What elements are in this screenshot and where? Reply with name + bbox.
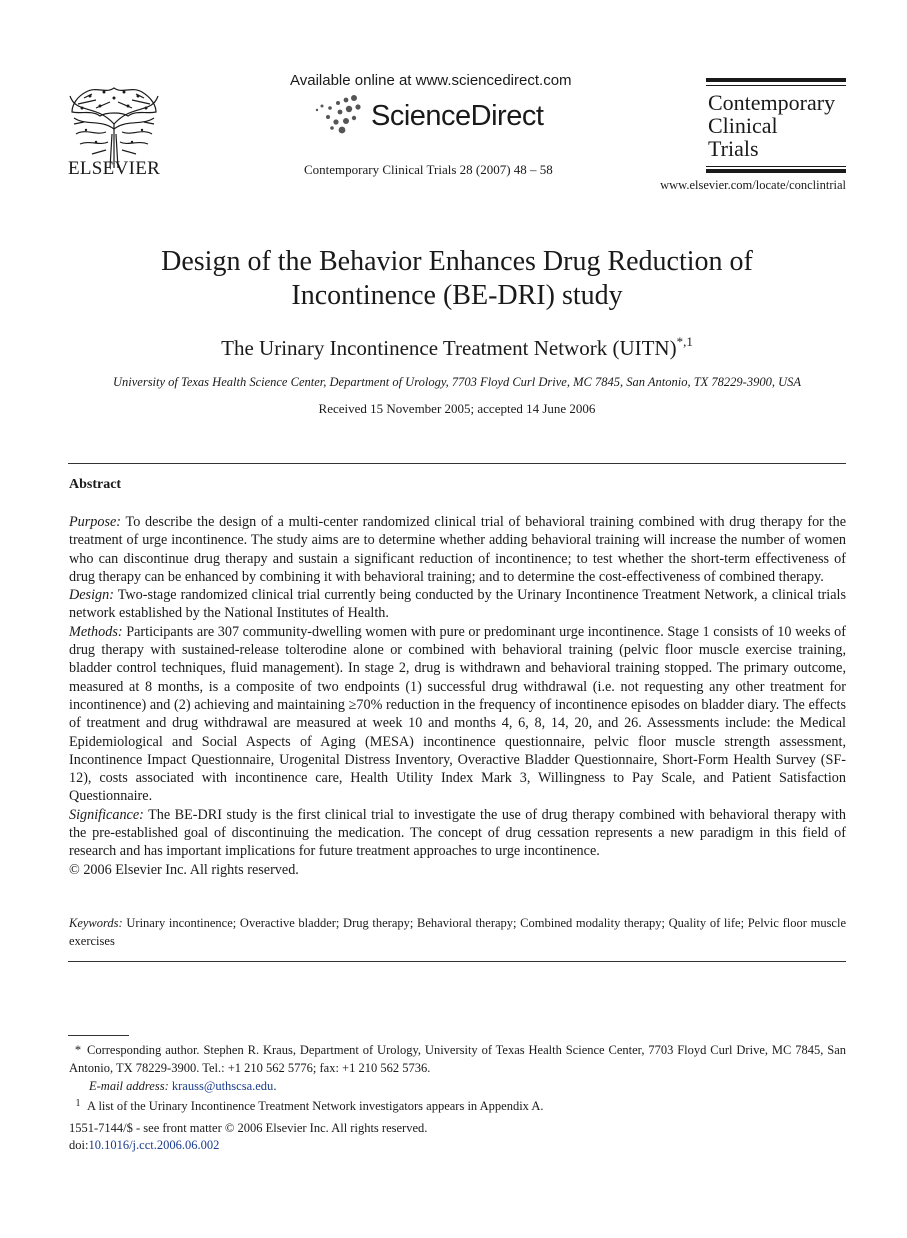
abstract-methods	[69, 623, 846, 806]
email-end: .	[273, 1079, 277, 1093]
abstract-copyright: © 2006 Elsevier Inc. All rights reserved.	[69, 861, 299, 878]
masthead-rule	[706, 78, 846, 82]
abstract-design	[69, 586, 846, 623]
received-dates: Received 15 November 2005; accepted 14 June 2006	[318, 401, 596, 416]
title-line: Incontinence (BE-DRI) study	[291, 280, 623, 311]
issn-line: 1551-7144/$ - see front matter © 2006 Elsevier Inc. All rights reserved.	[69, 1121, 428, 1135]
divider	[68, 463, 846, 464]
methods-label: Methods:	[69, 623, 123, 640]
article-title	[60, 245, 854, 313]
author-name: The Urinary Incontinence Treatment Network (UITN)	[221, 336, 677, 360]
abstract-purpose	[69, 513, 846, 586]
significance-text: The BE-DRI study is the first clinical trial to investigate the use of drug therapy combined with behavioral therapy with the pre-established goal of discontinuing the medication. The concept of drug cessation represents a new paradigm in this field of research and has important implications for future treatment approaches to urge incontinence.	[69, 806, 846, 860]
doi-label: doi:	[69, 1138, 89, 1152]
journal-title-line: Clinical	[708, 113, 778, 138]
purpose-text: To describe the design of a multi-center randomized clinical trial of behavioral training combined with drug therapy for the treatment of urge incontinence. The study aims are to determine whether adding behavioral training will increase the number of women who can discontinue drug therapy and sustain a significant reduction of incontinence; to test whether the short-term effectiveness of drug therapy can be enhanced by combining it with behavioral training; and to determine the cost-effectiveness of combined therapy.	[69, 514, 846, 585]
keywords	[69, 914, 846, 950]
keywords-label: Keywords:	[69, 916, 123, 930]
doi-link[interactable]: 10.1016/j.cct.2006.06.002	[88, 1138, 220, 1152]
methods-text: Participants are 307 community-dwelling women with pure or predominant urge incontinence. Stage 1 consists of 10 weeks of drug therapy with sustained-release tolterodine alone or combined with behavioral training (pelvic floor muscle exercise training, bladder control techniques, fluid management). In stage 2, drug is withdrawn and behavioral training stopped. The primary outcome, measured at 8 months, is a composite of two endpoints (1) successful drug withdrawal (i.e. not requesting any other treatment for incontinence) and (2) achieving and maintaining ≥70% reduction in the frequency of incontinence episodes on bladder diary. The effects of treatment and drug withdrawal are measured at week 10 and months 4, 6, 8, 14, 20, and 26. Assessments include: the Medical Epidemiological and Social Aspects of Aging (MESA) incontinence questionnaire, pelvic floor muscle strength assessment, Incontinence Impact Questionnaire, Urogenital Distress Inventory, Overactive Bladder Questionnaire, Short-Form Health Survey (SF-12), costs associated with incontinence care, Health Utility Index Mark 3, Willingness to Pay Scale, and Patient Satisfaction Questionnaire.	[69, 623, 846, 805]
journal-title-line: Trials	[708, 136, 759, 161]
corresponding-author-text: Corresponding author. Stephen R. Kraus, Department of Urology, University of Texas Health Science Center, 7703 Floyd Curl Drive, MC 7845, San Antonio, TX 78229-3900. Tel.: +1 210 562 5776; fax: +1 210 562 5736.	[69, 1043, 846, 1075]
significance-label: Significance:	[69, 806, 144, 823]
abstract-significance	[69, 806, 846, 861]
abstract-body	[69, 513, 846, 879]
footnote-mark: *	[74, 1043, 82, 1057]
abstract-heading: Abstract	[69, 477, 122, 492]
masthead-rule	[706, 85, 846, 86]
masthead-rule	[706, 169, 846, 173]
email-link[interactable]: krauss@uthscsa.edu	[171, 1079, 274, 1093]
imprint	[69, 1120, 427, 1154]
affiliation: University of Texas Health Science Center, Department of Urology, 7703 Floyd Curl Drive, MC 7845, San Antonio, TX 78229-3900, USA	[112, 375, 801, 389]
journal-title	[708, 91, 835, 160]
email-label: E-mail address:	[89, 1079, 169, 1093]
footnote-rule	[68, 1035, 129, 1036]
design-text: Two-stage randomized clinical trial currently being conducted by the Urinary Incontinence Treatment Network, a clinical trials network established by the National Institutes of Health.	[69, 587, 846, 622]
publisher-wordmark: ELSEVIER	[68, 158, 161, 179]
footnote-1-text: A list of the Urinary Incontinence Treatment Network investigators appears in Appendix A.	[87, 1099, 544, 1113]
author-line	[60, 334, 854, 361]
available-online-text[interactable]: Available online at www.sciencedirect.com	[290, 72, 572, 89]
sciencedirect-dots-icon	[314, 94, 364, 136]
corresponding-author-note	[69, 1041, 846, 1077]
masthead-rule	[706, 166, 846, 167]
author-footnote-marks[interactable]: *,1	[676, 334, 693, 349]
title-line: Design of the Behavior Enhances Drug Reduction of	[161, 246, 753, 277]
journal-masthead	[706, 78, 846, 176]
email-note	[69, 1077, 846, 1095]
footnote-mark: 1	[75, 1098, 81, 1109]
footnote-1	[69, 1095, 846, 1115]
footnotes	[69, 1041, 846, 1115]
journal-url-link[interactable]: www.elsevier.com/locate/conclintrial	[660, 178, 846, 192]
journal-citation: Contemporary Clinical Trials 28 (2007) 48 – 58	[304, 162, 553, 177]
divider	[68, 961, 846, 962]
doi-line	[69, 1137, 427, 1154]
journal-title-line: Contemporary	[708, 90, 836, 115]
sciencedirect-wordmark: ScienceDirect	[371, 100, 544, 132]
purpose-label: Purpose:	[69, 514, 122, 530]
design-label: Design:	[69, 587, 114, 604]
keywords-text: Urinary incontinence; Overactive bladder; Drug therapy; Behavioral therapy; Combined modality therapy; Quality of life; Pelvic floor muscle exercises	[69, 916, 846, 948]
